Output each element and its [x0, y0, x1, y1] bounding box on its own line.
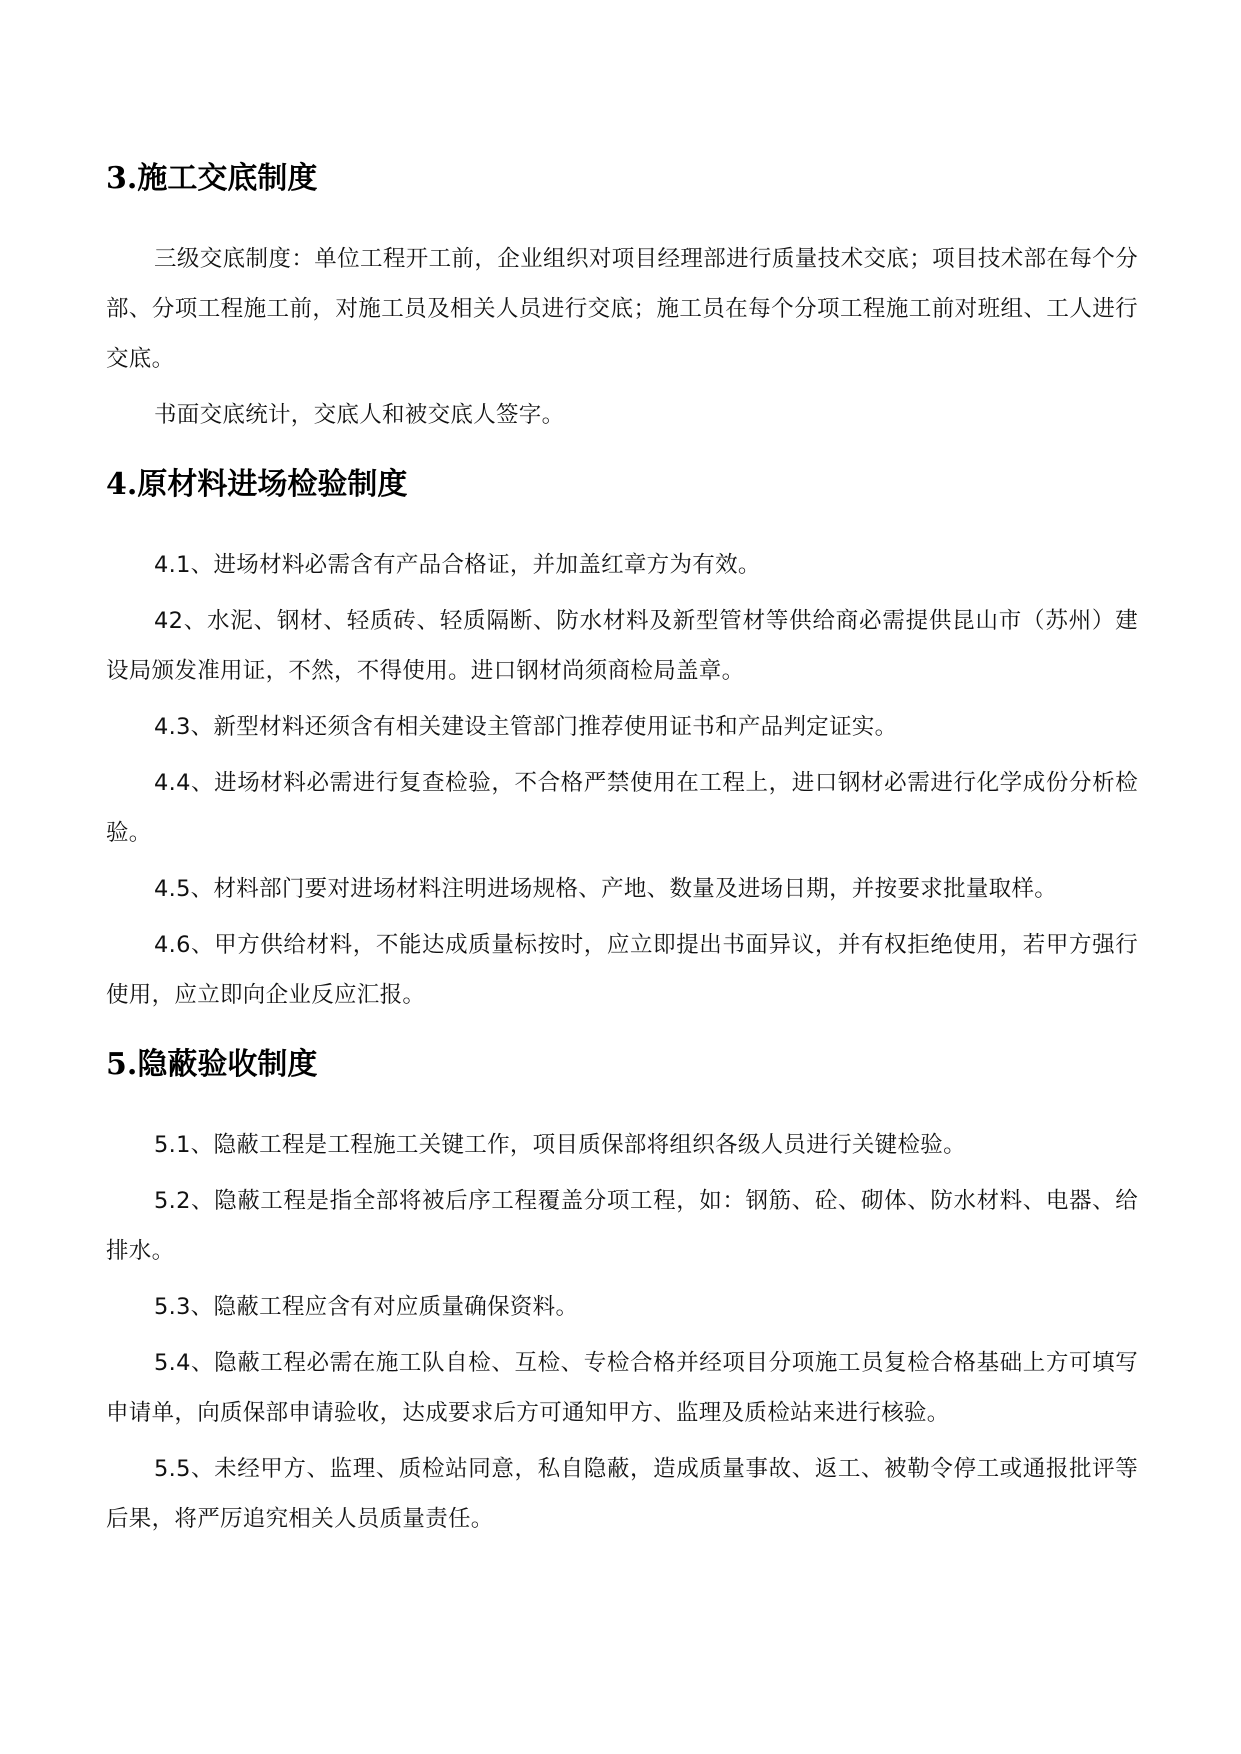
section-concealed-acceptance [106, 1042, 1138, 1544]
section-body [106, 540, 1138, 1020]
paragraph: 4.4、进场材料必需进行复查检验，不合格严禁使用在工程上，进口钢材必需进行化学成份分析检验。 [106, 770, 1138, 846]
section-heading: 4.原材料进场检验制度 [106, 467, 408, 502]
section-heading: 5.隐蔽验收制度 [106, 1047, 318, 1082]
paragraph: 5.5、未经甲方、监理、质检站同意，私自隐蔽，造成质量事故、返工、被勒令停工或通报批评等后果，将严厉追究相关人员质量责任。 [106, 1456, 1138, 1532]
section-body [106, 234, 1138, 440]
section-construction-briefing [106, 156, 1138, 440]
paragraph: 5.1、隐蔽工程是工程施工关键工作，项目质保部将组织各级人员进行关键检验。 [154, 1132, 966, 1158]
paragraph: 5.4、隐蔽工程必需在施工队自检、互检、专检合格并经项目分项施工员复检合格基础上方可填写申请单，向质保部申请验收，达成要求后方可通知甲方、监理及质检站来进行核验。 [106, 1350, 1138, 1426]
document-content [106, 156, 1138, 1566]
section-heading: 3.施工交底制度 [106, 161, 318, 196]
paragraph: 三级交底制度：单位工程开工前，企业组织对项目经理部进行质量技术交底；项目技术部在每个分部、分项工程施工前，对施工员及相关人员进行交底；施工员在每个分项工程施工前对班组、工人进行交底。 [106, 246, 1138, 372]
section-material-inspection [106, 462, 1138, 1020]
paragraph: 4.5、材料部门要对进场材料注明进场规格、产地、数量及进场日期，并按要求批量取样。 [154, 876, 1058, 902]
paragraph: 5.3、隐蔽工程应含有对应质量确保资料。 [154, 1294, 579, 1320]
paragraph: 42、水泥、钢材、轻质砖、轻质隔断、防水材料及新型管材等供给商必需提供昆山市（苏州）建设局颁发准用证，不然，不得使用。进口钢材尚须商检局盖章。 [106, 608, 1138, 684]
paragraph: 书面交底统计，交底人和被交底人签字。 [154, 402, 565, 428]
paragraph: 4.6、甲方供给材料，不能达成质量标按时，应立即提出书面异议，并有权拒绝使用，若甲方强行使用，应立即向企业反应汇报。 [106, 932, 1138, 1008]
section-body [106, 1120, 1138, 1544]
paragraph: 4.3、新型材料还须含有相关建设主管部门推荐使用证书和产品判定证实。 [154, 714, 898, 740]
paragraph: 5.2、隐蔽工程是指全部将被后序工程覆盖分项工程，如：钢筋、砼、砌体、防水材料、电器、给排水。 [106, 1188, 1138, 1264]
paragraph: 4.1、进场材料必需含有产品合格证，并加盖红章方为有效。 [154, 552, 761, 578]
